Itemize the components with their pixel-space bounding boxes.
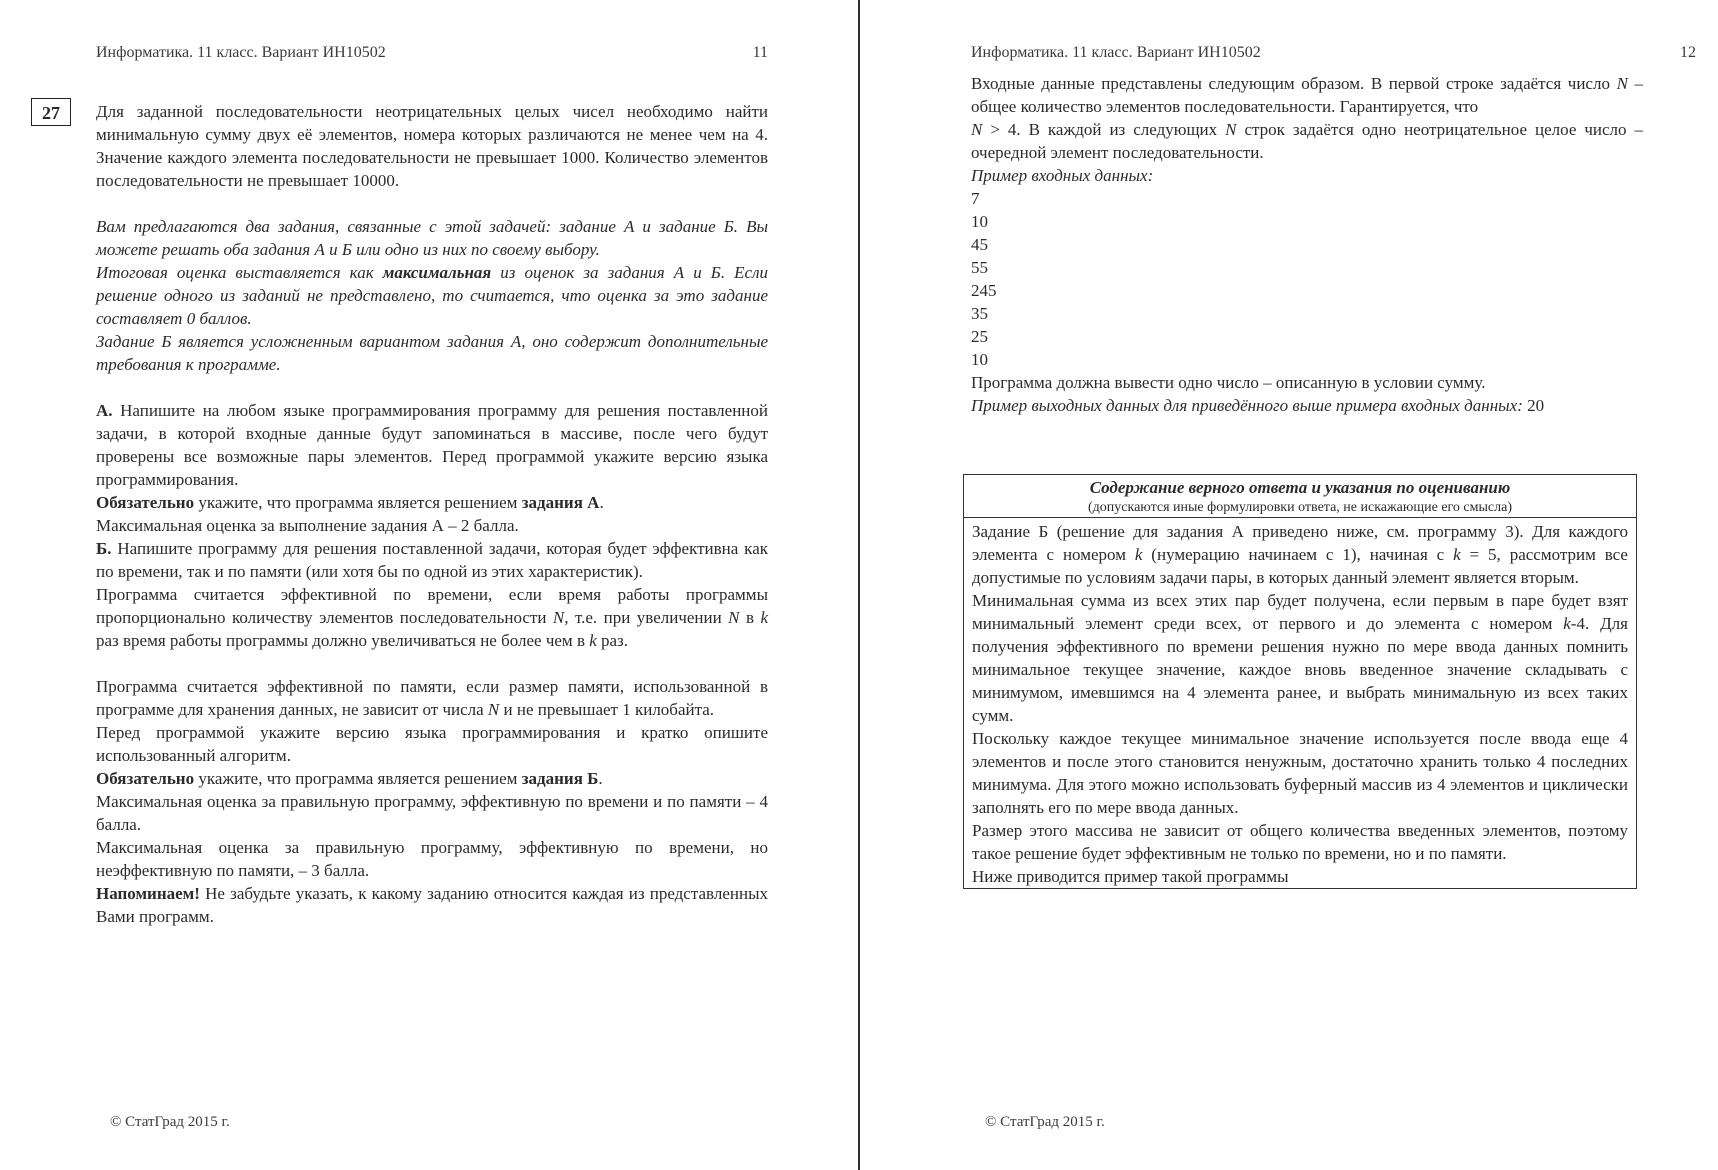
example-input-line: 245 <box>971 281 997 300</box>
answer-paragraph: Минимальная сумма из всех этих пар будет получена, если первым в паре будет взят минимальный элемент среди всех, от первого и до элемента с номером k-4. Для получения эффективного по времени решения нужно по мере ввода данных помнить минимальное текущее значение, каждое вновь введенное значение складывать с минимумом, имевшимся на 4 элемента ранее, и выбрать минимальную из всех таких сумм. <box>972 591 1628 725</box>
input-description: Входные данные представлены следующим образом. В первой строке задаётся число N – общее количество элементов последовательности. Гарантируется, что N > 4. В каждой из следующих N строк задаётся одно неотрицательное целое число – очередной элемент последовательности. <box>971 74 1644 162</box>
task-statement <box>96 100 768 928</box>
page-12 <box>860 0 1718 1170</box>
max-score-b-full: Максимальная оценка за правильную программу, эффективную по времени и по памяти – 4 балла. <box>96 792 768 834</box>
answer-header <box>964 475 1636 518</box>
task-number-box: 27 <box>31 98 71 126</box>
input-spec <box>971 72 1643 417</box>
answer-title: Содержание верного ответа и указания по оцениванию <box>1089 478 1511 497</box>
task-offer: Вам предлагаются два задания, связанные с этой задачей: задание А и задание Б. Вы можете решать оба задания А и Б или одно из них по своему выбору. <box>96 217 768 259</box>
answer-body <box>964 518 1636 888</box>
example-input-line: 55 <box>971 258 988 277</box>
part-a: А. Напишите на любом языке программирования программу для решения поставленной задачи, в которой входные данные будут запоминаться в массиве, после чего будут проверены все возможные пары элементов. Перед программой укажите версию языка программирования. <box>96 401 768 489</box>
page-header-title: Информатика. 11 класс. Вариант ИН10502 <box>971 44 1261 61</box>
task-intro: Для заданной последовательности неотрицательных целых чисел необходимо найти минимальную сумму двух её элементов, номера которых различаются не менее чем на 4. Значение каждого элемента последовательности не превышает 1000. Количество элементов последовательности не превышает 10000. <box>96 102 768 190</box>
page-footer: © СтатГрад 2015 г. <box>985 1114 1105 1130</box>
before-program-note: Перед программой укажите версию языка программирования и кратко опишите использованный алгоритм. <box>96 723 768 765</box>
page-number: 12 <box>1680 44 1696 61</box>
answer-subtitle: (допускаются иные формулировки ответа, не искажающие его смысла) <box>1088 500 1512 515</box>
part-b: Б. Напишите программу для решения поставленной задачи, которая будет эффективна как по времени, так и по памяти (или хотя бы по одной из этих характеристик). <box>96 539 768 581</box>
example-input-line: 25 <box>971 327 988 346</box>
answer-paragraph: Размер этого массива не зависит от общего количества введенных элементов, поэтому такое решение будет эффективным не только по времени, но и по памяти. <box>972 821 1628 863</box>
answer-box <box>963 474 1637 889</box>
answer-paragraph: Ниже приводится пример такой программы <box>972 867 1289 886</box>
grading-rule: Итоговая оценка выставляется как максимальная из оценок за задания А и Б. Если решение одного из заданий не представлено, то считается, что оценка за это задание составляет 0 баллов. <box>96 263 768 328</box>
task-b-note: Задание Б является усложненным вариантом задания А, оно содержит дополнительные требования к программе. <box>96 332 768 374</box>
max-score-a: Максимальная оценка за выполнение задания А – 2 балла. <box>96 516 519 535</box>
answer-paragraph: Поскольку каждое текущее минимальное значение используется после ввода еще 4 элементов и после этого становится ненужным, достаточно хранить только 4 последних минимума. Для этого можно использовать буферный массив из 4 элементов и циклически заполнять его по мере ввода данных. <box>972 729 1628 817</box>
reminder: Напоминаем! Не забудьте указать, к какому заданию относится каждая из представленных Вами программ. <box>96 884 768 926</box>
page-header-title: Информатика. 11 класс. Вариант ИН10502 <box>96 44 386 61</box>
memory-efficiency-rule: Программа считается эффективной по памяти, если размер памяти, использованной в программе для хранения данных, не зависит от числа N и не превышает 1 килобайта. <box>96 677 768 719</box>
example-input-line: 10 <box>971 350 988 369</box>
max-score-b-time: Максимальная оценка за правильную программу, эффективную по времени, но неэффективную по памяти, – 3 балла. <box>96 838 768 880</box>
example-output: Пример выходных данных для приведённого выше примера входных данных: 20 <box>971 396 1545 415</box>
must-specify-b: Обязательно укажите, что программа является решением задания Б. <box>96 769 603 788</box>
example-input-line: 35 <box>971 304 988 323</box>
example-input-line: 10 <box>971 212 988 231</box>
page-number: 11 <box>752 44 768 61</box>
must-specify-a: Обязательно укажите, что программа является решением задания А. <box>96 493 604 512</box>
example-input-line: 7 <box>971 189 980 208</box>
example-input-line: 45 <box>971 235 988 254</box>
example-input-label: Пример входных данных: <box>971 166 1154 185</box>
page-11 <box>0 0 858 1170</box>
output-description: Программа должна вывести одно число – описанную в условии сумму. <box>971 373 1486 392</box>
answer-paragraph: Задание Б (решение для задания А приведено ниже, см. программу 3). Для каждого элемента с номером k (нумерацию начинаем с 1), начиная с k = 5, рассмотрим все допустимые по условиям задачи пары, в которых данный элемент является вторым. <box>972 522 1628 587</box>
time-efficiency-rule: Программа считается эффективной по времени, если время работы программы пропорционально количеству элементов последовательности N, т.е. при увеличении N в k раз время работы программы должно увеличиваться не более чем в k раз. <box>96 585 768 650</box>
page-footer: © СтатГрад 2015 г. <box>110 1114 230 1130</box>
